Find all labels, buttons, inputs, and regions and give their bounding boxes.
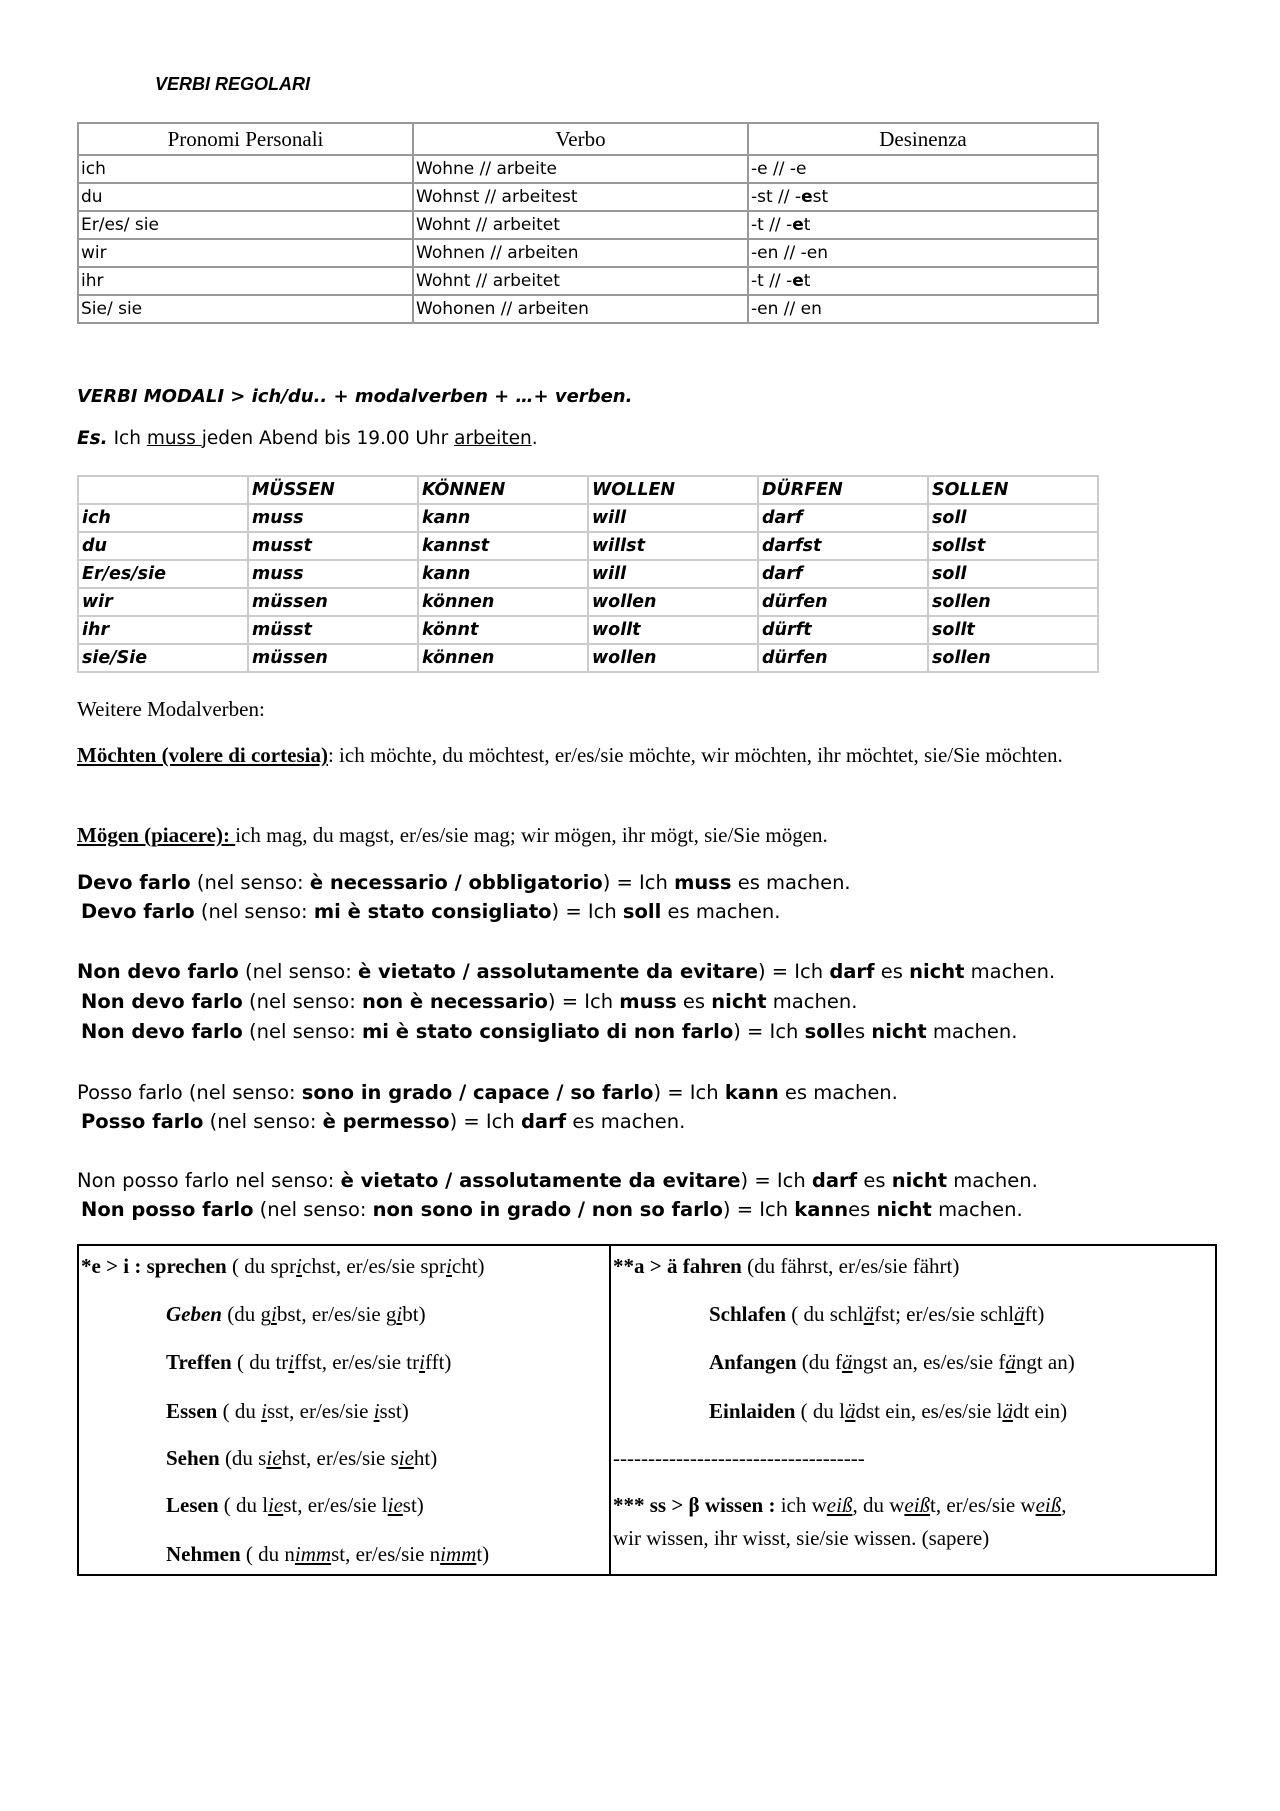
- table-row: [78, 560, 1098, 588]
- pronoun-cell: Sie/ sie: [78, 295, 413, 323]
- pronoun-cell: du: [78, 183, 413, 211]
- cell: dürfen: [758, 588, 928, 616]
- pronoun-cell: Er/es/sie: [78, 560, 248, 588]
- dashed-separator: ------------------------------------: [613, 1446, 865, 1470]
- cell: soll: [928, 504, 1098, 532]
- table-row: [78, 588, 1098, 616]
- table-header-row: [78, 123, 1098, 155]
- header-pronomi: Pronomi Personali: [78, 123, 413, 155]
- moegen-paragraph: Mögen (piacere): ich mag, du magst, er/es/sie mag; wir mögen, ihr mögt, sie/Sie mögen.: [77, 823, 828, 847]
- cell: willst: [588, 532, 758, 560]
- verb-cell: Wohnen // arbeiten: [413, 239, 748, 267]
- cell: müsst: [248, 616, 418, 644]
- cell: dürft: [758, 616, 928, 644]
- verb-sehen: Sehen (du siehst, er/es/sie sieht): [166, 1446, 438, 1470]
- verb-anfangen: Anfangen (du fängst an, es/es/sie fängt an): [709, 1350, 1075, 1374]
- a-ae-heading: **a > ä fahren (du fährst, er/es/sie fährt): [613, 1254, 960, 1278]
- header-wollen: WOLLEN: [588, 476, 758, 504]
- header-desinenza: Desinenza: [748, 123, 1098, 155]
- irregular-verbs-box: [77, 1244, 1217, 1576]
- table-row: [78, 295, 1098, 323]
- verb-cell: Wohnt // arbeitet: [413, 267, 748, 295]
- verb-treffen: Treffen ( du triffst, er/es/sie trifft): [166, 1350, 452, 1374]
- table-row: [78, 267, 1098, 295]
- cell: wollt: [588, 616, 758, 644]
- table-row: [78, 183, 1098, 211]
- header-muessen: MÜSSEN: [248, 476, 418, 504]
- vowel-change-a-ae-column: [611, 1246, 1217, 1574]
- verb-einladen: Einlaiden ( du lädst ein, es/es/sie lädt ein): [709, 1399, 1068, 1423]
- cell: sollen: [928, 644, 1098, 672]
- cell: darf: [758, 504, 928, 532]
- header-empty: [78, 476, 248, 504]
- rule-line: Devo farlo (nel senso: è necessario / obbligatorio) = Ich muss es machen.: [77, 871, 851, 894]
- cell: will: [588, 504, 758, 532]
- rule-line: Non devo farlo (nel senso: è vietato / assolutamente da evitare) = Ich darf es nicht machen.: [77, 960, 1056, 983]
- cell: kann: [418, 560, 588, 588]
- header-verbo: Verbo: [413, 123, 748, 155]
- pronoun-cell: du: [78, 532, 248, 560]
- verb-wissen-plural: wir wissen, ihr wisst, sie/sie wissen. (sapere): [613, 1526, 990, 1550]
- cell: können: [418, 644, 588, 672]
- table-header-row: [78, 476, 1098, 504]
- pronoun-cell: ich: [78, 504, 248, 532]
- cell: müssen: [248, 644, 418, 672]
- rule-line: Posso farlo (nel senso: è permesso) = Ich darf es machen.: [81, 1110, 686, 1133]
- regular-verbs-table: [77, 122, 1099, 324]
- table-row: [78, 504, 1098, 532]
- moechten-paragraph: Möchten (volere di cortesia): ich möchte, du möchtest, er/es/sie möchte, wir möchten, ihr möchtet, sie/Sie möchten.: [77, 743, 1063, 767]
- rule-line: Non posso farlo nel senso: è vietato / assolutamente da evitare) = Ich darf es nicht machen.: [77, 1169, 1038, 1192]
- table-row: [78, 616, 1098, 644]
- pronoun-cell: sie/Sie: [78, 644, 248, 672]
- ending-cell: -st // -est: [748, 183, 1098, 211]
- cell: wollen: [588, 588, 758, 616]
- cell: musst: [248, 532, 418, 560]
- header-duerfen: DÜRFEN: [758, 476, 928, 504]
- cell: kannst: [418, 532, 588, 560]
- cell: müssen: [248, 588, 418, 616]
- cell: dürfen: [758, 644, 928, 672]
- cell: wollen: [588, 644, 758, 672]
- cell: darfst: [758, 532, 928, 560]
- weitere-modalverben: Weitere Modalverben:: [77, 697, 265, 721]
- ending-cell: -e // -e: [748, 155, 1098, 183]
- cell: darf: [758, 560, 928, 588]
- verb-cell: Wohnst // arbeitest: [413, 183, 748, 211]
- verb-wissen: *** ss > β wissen : ich weiß, du weißt, er/es/sie weiß,: [613, 1493, 1067, 1517]
- table-row: [78, 211, 1098, 239]
- pronoun-cell: ich: [78, 155, 413, 183]
- cell: muss: [248, 504, 418, 532]
- ending-cell: -t // -et: [748, 211, 1098, 239]
- ending-cell: -en // en: [748, 295, 1098, 323]
- example-sentence: Es. Ich muss jeden Abend bis 19.00 Uhr arbeiten.: [77, 428, 538, 449]
- verb-nehmen: Nehmen ( du nimmst, er/es/sie nimmt): [166, 1542, 490, 1566]
- table-row: [78, 155, 1098, 183]
- pronoun-cell: wir: [78, 588, 248, 616]
- modal-verbs-table: [77, 475, 1099, 673]
- cell: können: [418, 588, 588, 616]
- e-i-heading: *e > i : sprechen ( du sprichst, er/es/sie spricht): [81, 1254, 485, 1278]
- verb-cell: Wohonen // arbeiten: [413, 295, 748, 323]
- rule-line: Non devo farlo (nel senso: mi è stato consigliato di non farlo) = Ich solles nicht machen.: [81, 1020, 1018, 1043]
- ending-cell: -en // -en: [748, 239, 1098, 267]
- rule-line: Non posso farlo (nel senso: non sono in grado / non so farlo) = Ich kannes nicht machen.: [81, 1198, 1023, 1221]
- cell: könnt: [418, 616, 588, 644]
- cell: muss: [248, 560, 418, 588]
- verb-geben: Geben (du gibst, er/es/sie gibt): [166, 1302, 426, 1326]
- verb-cell: Wohnt // arbeitet: [413, 211, 748, 239]
- pronoun-cell: ihr: [78, 267, 413, 295]
- cell: sollen: [928, 588, 1098, 616]
- vowel-change-e-i-column: [79, 1246, 611, 1574]
- verb-schlafen: Schlafen ( du schläfst; er/es/sie schläft): [709, 1302, 1045, 1326]
- modal-verbs-heading: VERBI MODALI > ich/du.. + modalverben + …+ verben.: [77, 386, 633, 407]
- verb-cell: Wohne // arbeite: [413, 155, 748, 183]
- cell: sollt: [928, 616, 1098, 644]
- pronoun-cell: wir: [78, 239, 413, 267]
- rule-line: Posso farlo (nel senso: sono in grado / capace / so farlo) = Ich kann es machen.: [77, 1081, 898, 1104]
- title-verbi-regolari: VERBI REGOLARI: [155, 74, 311, 94]
- header-koennen: KÖNNEN: [418, 476, 588, 504]
- pronoun-cell: Er/es/ sie: [78, 211, 413, 239]
- cell: kann: [418, 504, 588, 532]
- cell: will: [588, 560, 758, 588]
- ending-cell: -t // -et: [748, 267, 1098, 295]
- rule-line: Non devo farlo (nel senso: non è necessario) = Ich muss es nicht machen.: [81, 990, 858, 1013]
- header-sollen: SOLLEN: [928, 476, 1098, 504]
- table-row: [78, 644, 1098, 672]
- cell: soll: [928, 560, 1098, 588]
- verb-lesen: Lesen ( du liest, er/es/sie liest): [166, 1493, 424, 1517]
- pronoun-cell: ihr: [78, 616, 248, 644]
- rule-line: Devo farlo (nel senso: mi è stato consigliato) = Ich soll es machen.: [81, 900, 781, 923]
- cell: sollst: [928, 532, 1098, 560]
- table-row: [78, 239, 1098, 267]
- verb-essen: Essen ( du isst, er/es/sie isst): [166, 1399, 409, 1423]
- table-row: [78, 532, 1098, 560]
